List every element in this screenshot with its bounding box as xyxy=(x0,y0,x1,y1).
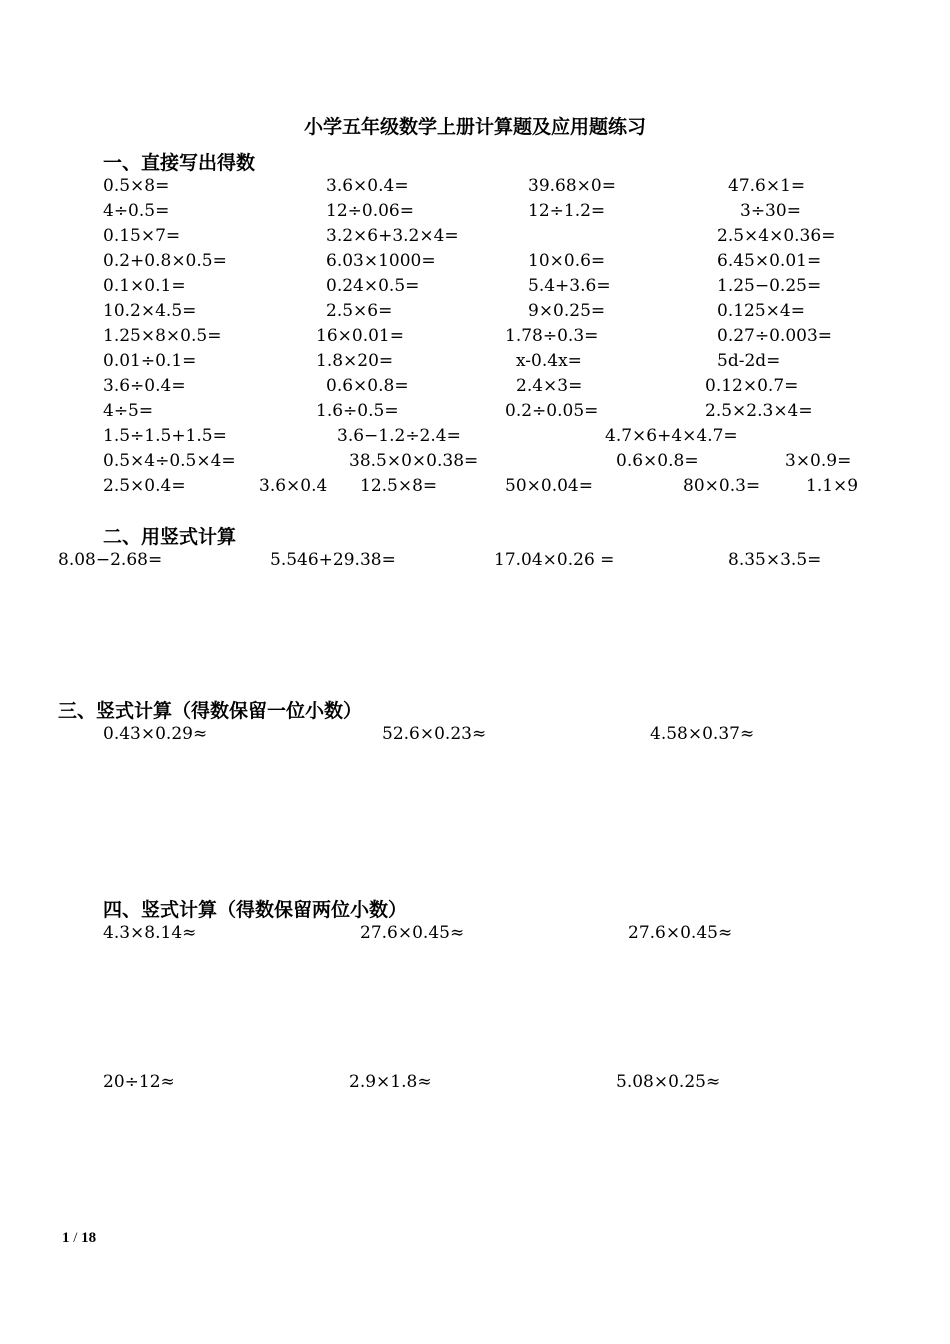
problem: 4÷0.5= xyxy=(103,201,170,221)
problem: 1.1×9 xyxy=(806,476,859,496)
problem: 0.43×0.29≈ xyxy=(103,724,208,744)
problem: 1.78÷0.3= xyxy=(505,326,599,346)
problem: 0.2+0.8×0.5= xyxy=(103,251,227,271)
problem: 0.24×0.5= xyxy=(326,276,420,296)
problem: 2.4×3= xyxy=(516,376,583,396)
problem: 2.5×6= xyxy=(326,301,393,321)
problem: 39.68×0= xyxy=(528,176,616,196)
problem: 0.15×7= xyxy=(103,226,181,246)
problem: 2.5×2.3×4= xyxy=(705,401,813,421)
document-title: 小学五年级数学上册计算题及应用题练习 xyxy=(303,116,646,138)
problem: 16×0.01= xyxy=(316,326,404,346)
page-number xyxy=(62,1230,96,1247)
problem: 50×0.04= xyxy=(505,476,593,496)
problem: 4.7×6+4×4.7= xyxy=(605,426,738,446)
problem: 17.04×0.26 = xyxy=(494,550,615,570)
section3-heading: 三、竖式计算（得数保留一位小数） xyxy=(58,700,363,722)
problem: 10×0.6= xyxy=(528,251,606,271)
problem: 4.58×0.37≈ xyxy=(650,724,755,744)
problem: 3.6×0.4= xyxy=(326,176,409,196)
section4-heading: 四、竖式计算（得数保留两位小数） xyxy=(103,899,408,921)
problem: 20÷12≈ xyxy=(103,1072,175,1092)
problem: 3.6×0.4 xyxy=(259,476,328,496)
problem: 5d-2d= xyxy=(717,351,781,371)
problem: 3.6−1.2÷2.4= xyxy=(337,426,461,446)
section2-heading: 二、用竖式计算 xyxy=(103,526,237,548)
problem: 1.25−0.25= xyxy=(717,276,822,296)
problem: 27.6×0.45≈ xyxy=(628,923,733,943)
problem: 1.5÷1.5+1.5= xyxy=(103,426,227,446)
page-separator: / xyxy=(73,1230,78,1246)
problem: 4÷5= xyxy=(103,401,154,421)
problem: 47.6×1= xyxy=(728,176,806,196)
problem: 3×0.9= xyxy=(785,451,852,471)
problem: 0.5×8= xyxy=(103,176,170,196)
problem: 0.5×4÷0.5×4= xyxy=(103,451,236,471)
problem: 4.3×8.14≈ xyxy=(103,923,197,943)
problem: 12÷1.2= xyxy=(528,201,606,221)
problem: 3.6÷0.4= xyxy=(103,376,186,396)
problem: 0.1×0.1= xyxy=(103,276,186,296)
problem: 0.6×0.8= xyxy=(326,376,409,396)
problem: 0.6×0.8= xyxy=(616,451,699,471)
problem: 10.2×4.5= xyxy=(103,301,197,321)
problem: 0.125×4= xyxy=(717,301,805,321)
problem: 3.2×6+3.2×4= xyxy=(326,226,459,246)
problem: 27.6×0.45≈ xyxy=(360,923,465,943)
problem: 12÷0.06= xyxy=(326,201,414,221)
problem: 0.12×0.7= xyxy=(705,376,799,396)
problem: 5.4+3.6= xyxy=(528,276,611,296)
problem: 1.25×8×0.5= xyxy=(103,326,222,346)
page-total: 18 xyxy=(81,1230,97,1246)
problem: 9×0.25= xyxy=(528,301,606,321)
problem: x-0.4x= xyxy=(516,351,582,371)
problem: 12.5×8= xyxy=(360,476,438,496)
problem: 6.03×1000= xyxy=(326,251,436,271)
problem: 6.45×0.01= xyxy=(717,251,822,271)
problem: 2.5×4×0.36= xyxy=(717,226,836,246)
problem: 0.2÷0.05= xyxy=(505,401,599,421)
problem: 1.8×20= xyxy=(316,351,394,371)
problem: 8.35×3.5= xyxy=(728,550,822,570)
problem: 5.08×0.25≈ xyxy=(616,1072,721,1092)
problem: 0.01÷0.1= xyxy=(103,351,197,371)
problem: 52.6×0.23≈ xyxy=(382,724,487,744)
problem: 2.9×1.8≈ xyxy=(349,1072,432,1092)
section1-heading: 一、直接写出得数 xyxy=(103,152,256,174)
problem: 2.5×0.4= xyxy=(103,476,186,496)
problem: 38.5×0×0.38= xyxy=(349,451,479,471)
problem: 5.546+29.38= xyxy=(270,550,396,570)
problem: 8.08−2.68= xyxy=(58,550,163,570)
problem: 80×0.3= xyxy=(683,476,761,496)
problem: 0.27÷0.003= xyxy=(717,326,833,346)
page-current: 1 xyxy=(62,1230,70,1246)
problem: 1.6÷0.5= xyxy=(316,401,399,421)
problem: 3÷30= xyxy=(740,201,801,221)
